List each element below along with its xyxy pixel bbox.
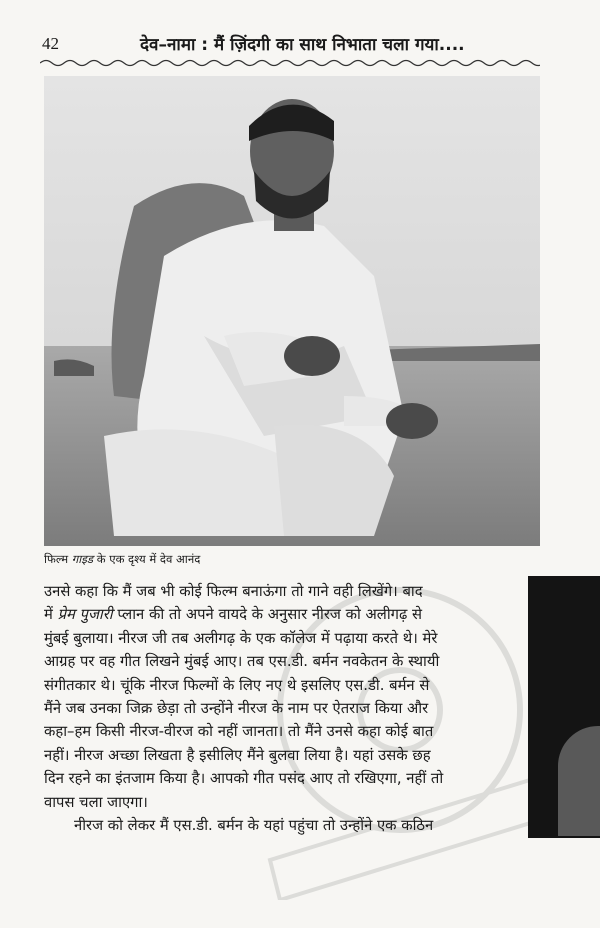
page-header xyxy=(40,30,560,58)
text-line: दिन रहने का इंतजाम किया है। आपको गीत पसंद आए तो रखिएगा, नहीं तो xyxy=(44,770,444,788)
film-title-prem-pujari: प्रेम पुजारी xyxy=(57,606,113,624)
text-line: संगीतकार थे। चूंकि नीरज फिल्मों के लिए नए थे इसलिए एस.डी. बर्मन से xyxy=(44,676,430,694)
photo-illustration xyxy=(44,76,540,546)
text-line: मैंने जब उनका जिक्र छेड़ा तो उन्होंने नीरज के नाम पर ऐतराज किया और xyxy=(44,700,429,718)
paragraph-1 xyxy=(44,580,510,814)
wavy-divider xyxy=(40,58,540,68)
caption-film-title: गाइड xyxy=(71,552,94,566)
running-title: देव–नामा : मैं ज़िंदगी का साथ निभाता चला गया.... xyxy=(140,35,465,55)
caption-suffix: के एक दृश्य में देव आनंद xyxy=(93,552,201,566)
text-line: कहा–हम किसी नीरज-वीरज को नहीं जानता। तो मैंने उनसे कहा कोई बात xyxy=(44,723,434,741)
text-segment: प्लान की तो अपने वायदे के अनुसार नीरज को अलीगढ़ से xyxy=(112,606,423,624)
text-line: उनसे कहा कि मैं जब भी कोई फिल्म बनाऊंगा तो गाने वही लिखेंगे। बाद xyxy=(44,583,423,600)
caption-prefix: फिल्म xyxy=(44,552,72,566)
photo-caption xyxy=(44,552,200,567)
text-line: आग्रह पर वह गीत लिखने मुंबई आए। तब एस.डी. बर्मन नवकेतन के स्थायी xyxy=(44,653,440,671)
text-line-with-film-title xyxy=(44,603,510,626)
text-line: नहीं। नीरज अच्छा लिखता है इसीलिए मैंने बुलवा लिया है। यहां उसके छह xyxy=(44,746,431,764)
page-number: 42 xyxy=(42,34,59,53)
paragraph-2 xyxy=(44,814,510,837)
film-still-photo xyxy=(44,76,540,546)
text-line: वापस चला जाएगा। xyxy=(44,793,148,811)
text-line: मुंबई बुलाया। नीरज जी तब अलीगढ़ के एक कॉलेज में पढ़ाया करते थे। मेरे xyxy=(44,629,438,647)
text-line: नीरज को लेकर मैं एस.डी. बर्मन के यहां पहुंचा तो उन्होंने एक कठिन xyxy=(74,817,434,835)
body-text xyxy=(44,580,510,837)
adjacent-photo-edge xyxy=(528,576,600,838)
text-segment: में xyxy=(44,606,58,624)
adjacent-photo-highlight xyxy=(558,726,600,836)
